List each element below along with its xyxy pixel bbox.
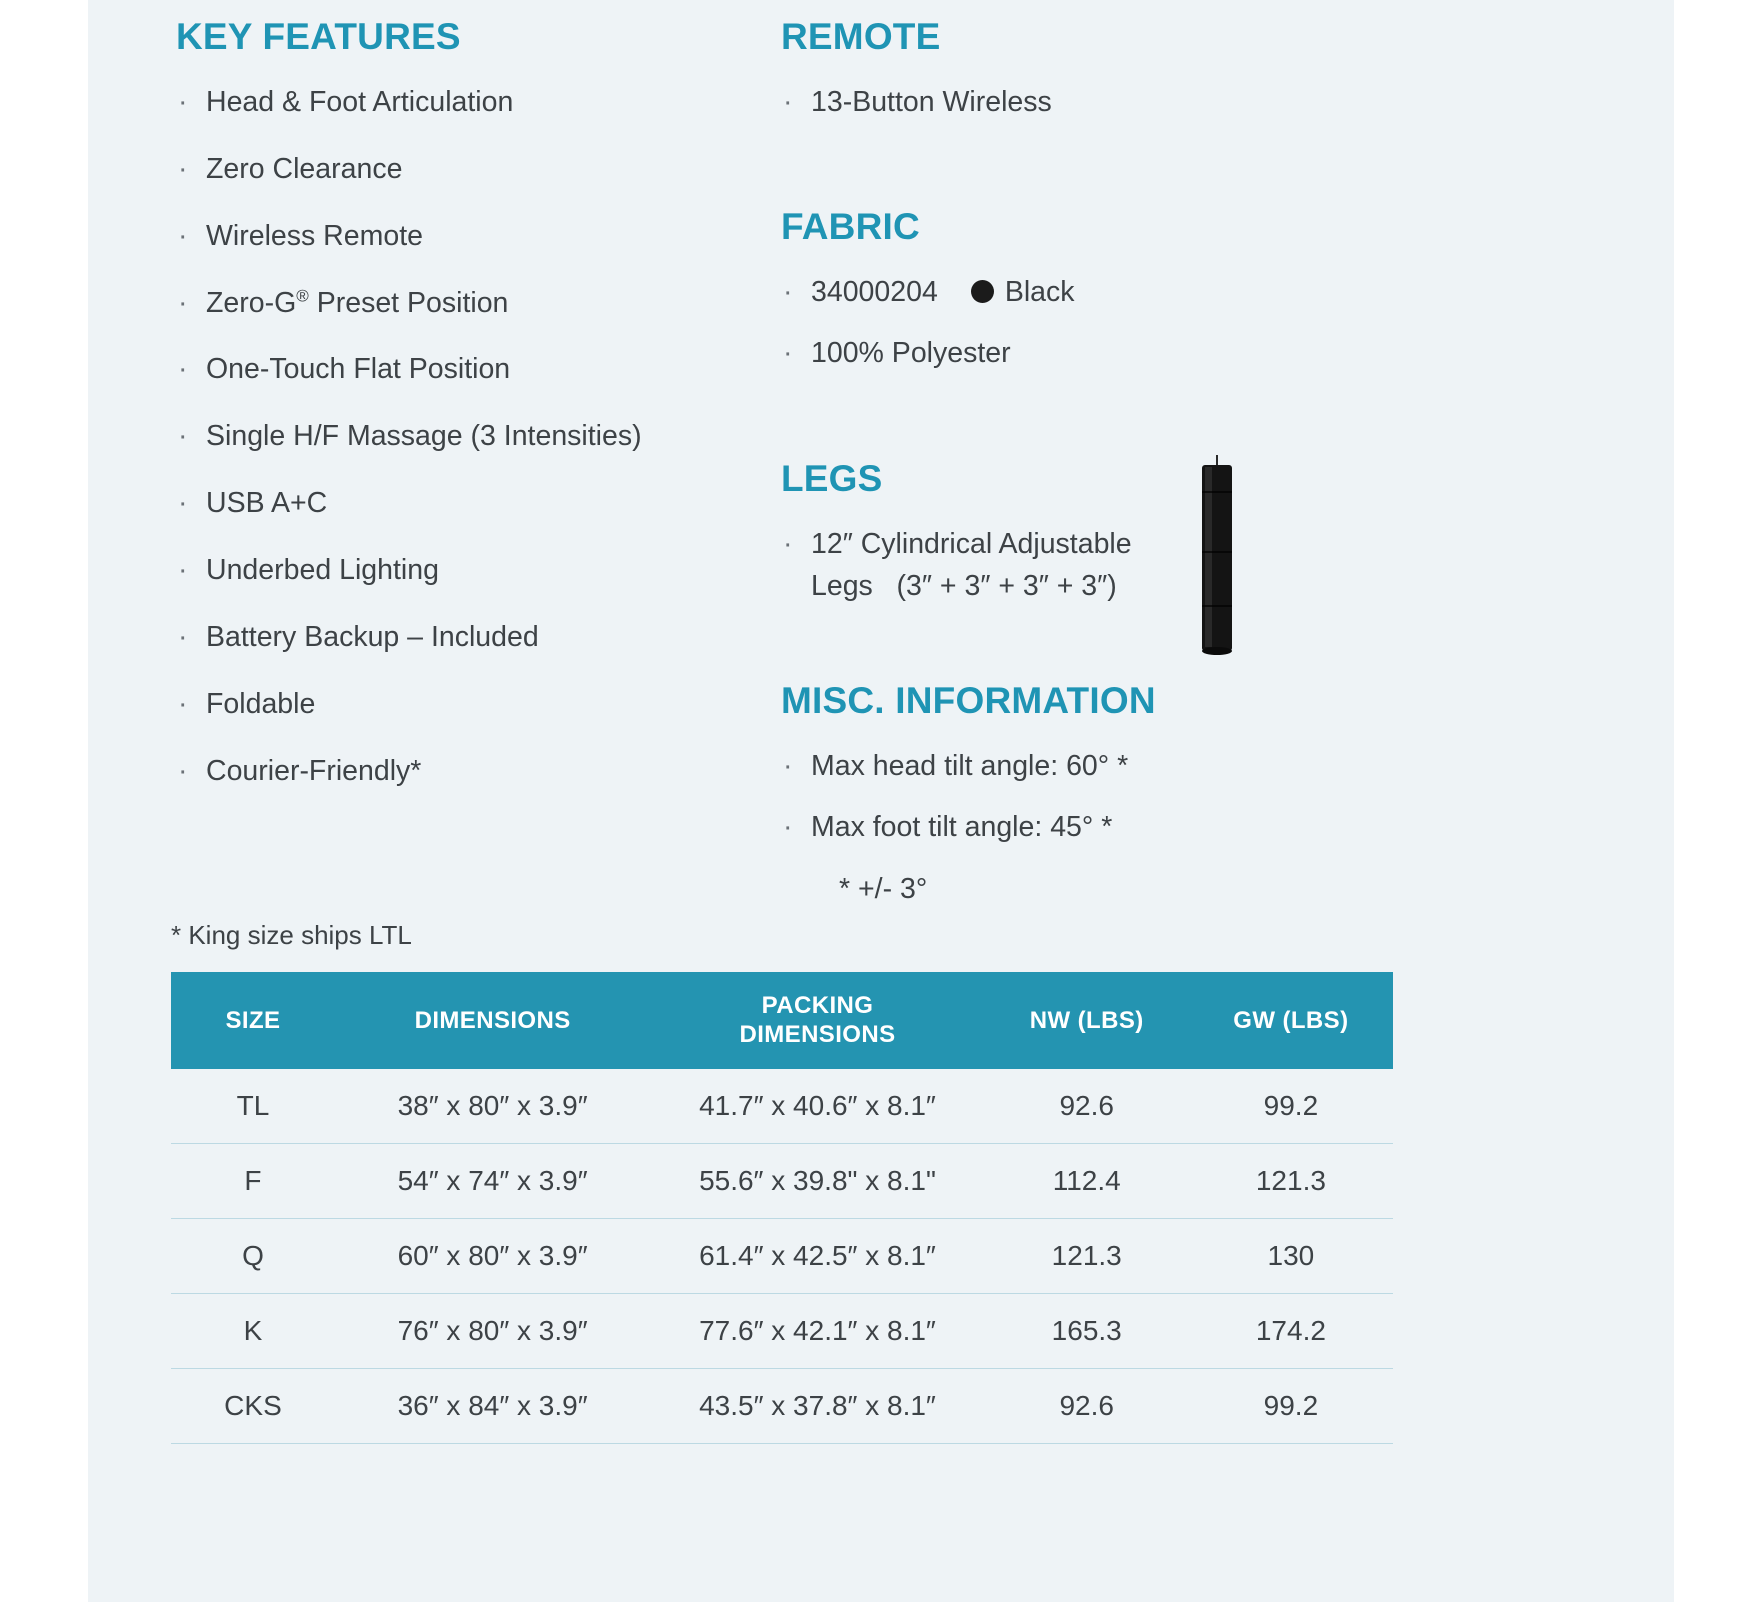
fabric-section [781, 205, 1421, 370]
list-item [176, 756, 776, 788]
bullet-icon: · [783, 85, 793, 118]
cell-packing-dimensions: 77.6″ x 42.1″ x 8.1″ [650, 1293, 984, 1368]
bullet-icon: · [783, 749, 793, 782]
cell-nw: 92.6 [985, 1069, 1189, 1144]
misc-list [781, 751, 1421, 844]
bullet-icon: · [178, 754, 188, 787]
list-item [781, 812, 1421, 844]
cell-nw: 121.3 [985, 1218, 1189, 1293]
feature-label: Zero Clearance [206, 152, 403, 185]
feature-label: Foldable [206, 688, 316, 720]
list-item [176, 421, 776, 453]
packing-header-line2: DIMENSIONS [739, 1021, 896, 1049]
list-item [176, 555, 776, 587]
feature-label: Battery Backup – Included [206, 621, 539, 654]
bullet-icon: · [783, 275, 793, 308]
table-head [171, 972, 1393, 1069]
fabric-code: 34000204 [811, 275, 938, 308]
spacer [781, 398, 1421, 460]
cell-dimensions: 38″ x 80″ x 3.9″ [335, 1069, 650, 1144]
spacer [781, 632, 1421, 682]
column-header-packing-dimensions [650, 972, 984, 1069]
cell-nw: 112.4 [985, 1143, 1189, 1218]
bullet-icon: · [783, 810, 793, 843]
specification-table [171, 972, 1393, 1444]
bullet-icon: · [178, 688, 188, 720]
feature-label: One-Touch Flat Position [206, 353, 511, 386]
bullet-icon: · [178, 286, 188, 319]
spacer [781, 148, 1421, 208]
column-header-nw: NW (LBS) [985, 972, 1189, 1069]
cell-dimensions: 36″ x 84″ x 3.9″ [335, 1368, 650, 1443]
bullet-icon: · [178, 487, 188, 520]
legs-desc-line1: 12″ Cylindrical Adjustable [811, 528, 1132, 561]
feature-label: Single H/F Massage (3 Intensities) [206, 420, 642, 453]
cell-size: K [171, 1293, 335, 1368]
misc-label: Max foot tilt angle: 45° * [811, 810, 1113, 843]
cell-dimensions: 76″ x 80″ x 3.9″ [335, 1293, 650, 1368]
cell-size: TL [171, 1069, 335, 1144]
feature-label: Head & Foot Articulation [206, 85, 514, 118]
bullet-icon: · [178, 554, 188, 587]
remote-title: REMOTE [781, 16, 941, 57]
registered-mark-icon: ® [296, 286, 309, 306]
remote-section [781, 18, 1421, 119]
fabric-title: FABRIC [781, 205, 920, 247]
feature-label: Wireless Remote [206, 219, 423, 252]
right-column [781, 18, 1421, 906]
table-header-row [171, 972, 1393, 1069]
key-features-list [176, 87, 776, 788]
specification-table-wrapper [171, 972, 1393, 1444]
feature-label-suffix: Preset Position [308, 286, 509, 319]
color-swatch-icon [971, 280, 994, 303]
cell-nw: 165.3 [985, 1293, 1189, 1368]
list-item-fabric-material [781, 338, 1421, 370]
table-body [171, 1069, 1393, 1444]
cell-gw: 99.2 [1189, 1069, 1393, 1144]
feature-label-prefix: Zero-G [206, 286, 297, 319]
list-item [176, 488, 776, 520]
list-item [176, 354, 776, 386]
misc-tolerance-note: * +/- 3° [839, 872, 928, 905]
bullet-icon: · [783, 336, 793, 369]
cell-packing-dimensions: 61.4″ x 42.5″ x 8.1″ [650, 1218, 984, 1293]
cell-size: CKS [171, 1368, 335, 1443]
table-row [171, 1143, 1393, 1218]
list-item-fabric-code [781, 277, 1421, 309]
bullet-icon: · [178, 85, 188, 118]
legs-list [781, 529, 1421, 603]
cell-gw: 121.3 [1189, 1143, 1393, 1218]
feature-label: USB A+C [206, 487, 328, 520]
leg-product-image [1196, 455, 1238, 660]
list-item [176, 87, 776, 119]
bullet-icon: · [178, 353, 188, 386]
cell-nw: 92.6 [985, 1368, 1189, 1443]
packing-header-line1: PACKING [761, 992, 874, 1019]
table-row [171, 1069, 1393, 1144]
fabric-color-name: Black [1004, 275, 1075, 308]
list-item [781, 751, 1421, 783]
fabric-list [781, 277, 1421, 370]
list-item [176, 689, 776, 721]
bullet-icon: · [178, 621, 188, 654]
list-item [176, 154, 776, 186]
table-row [171, 1293, 1393, 1368]
remote-label: 13-Button Wireless [811, 85, 1052, 118]
cell-packing-dimensions: 55.6″ x 39.8" x 8.1" [650, 1143, 984, 1218]
cell-gw: 130 [1189, 1218, 1393, 1293]
remote-list [781, 87, 1421, 119]
key-features-title: KEY FEATURES [176, 16, 461, 57]
misc-information-section [781, 682, 1421, 906]
cell-gw: 174.2 [1189, 1293, 1393, 1368]
cell-size: F [171, 1143, 335, 1218]
misc-label: Max head tilt angle: 60° * [811, 749, 1129, 782]
cell-dimensions: 54″ x 74″ x 3.9″ [335, 1143, 650, 1218]
legs-section [781, 460, 1421, 603]
cell-dimensions: 60″ x 80″ x 3.9″ [335, 1218, 650, 1293]
bullet-icon: · [178, 420, 188, 453]
list-item [781, 87, 1421, 119]
cell-packing-dimensions: 41.7″ x 40.6″ x 8.1″ [650, 1069, 984, 1144]
cell-gw: 99.2 [1189, 1368, 1393, 1443]
column-header-gw: GW (LBS) [1189, 972, 1393, 1069]
bullet-icon: · [178, 219, 188, 252]
bullet-icon: · [783, 528, 793, 561]
table-footnote: * King size ships LTL [171, 920, 412, 950]
spec-sheet [88, 0, 1674, 1602]
cell-size: Q [171, 1218, 335, 1293]
column-header-size: SIZE [171, 972, 335, 1069]
bullet-icon: · [178, 152, 188, 185]
fabric-material: 100% Polyester [811, 336, 1011, 369]
table-row [171, 1218, 1393, 1293]
table-row [171, 1368, 1393, 1443]
feature-label: Courier-Friendly* [206, 754, 422, 787]
legs-desc-line2: Legs (3″ + 3″ + 3″ + 3″) [811, 570, 1117, 603]
list-item [176, 622, 776, 654]
cell-packing-dimensions: 43.5″ x 37.8″ x 8.1″ [650, 1368, 984, 1443]
feature-label: Underbed Lighting [206, 554, 439, 587]
key-features-section [176, 18, 776, 823]
list-item-zero-g [176, 288, 776, 320]
list-item-legs [781, 529, 1421, 603]
legs-title: LEGS [781, 458, 883, 500]
misc-information-title: MISC. INFORMATION [781, 680, 1156, 722]
column-header-dimensions: DIMENSIONS [335, 972, 650, 1069]
list-item [176, 221, 776, 253]
